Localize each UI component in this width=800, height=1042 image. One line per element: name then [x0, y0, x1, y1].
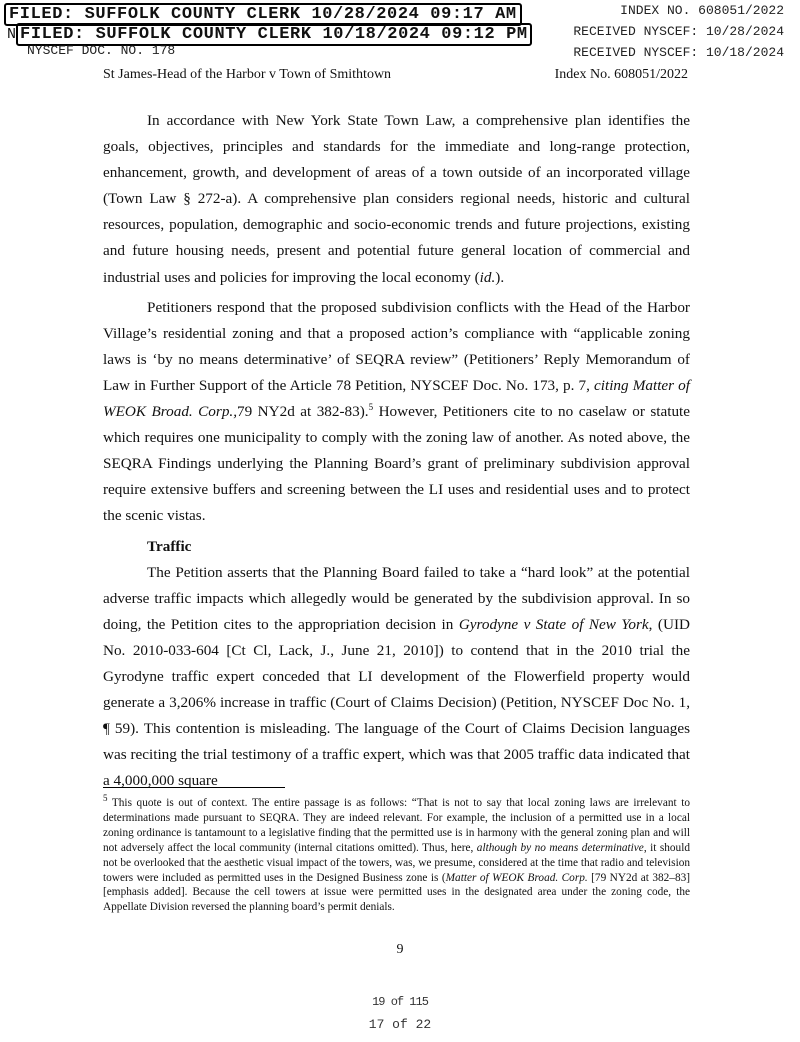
page-of-total: 17 of 22	[368, 1017, 432, 1032]
nyscef-doc-number: NYSCEF DOC. NO. 178	[27, 43, 176, 58]
doc-prefix: N	[7, 26, 17, 43]
case-title: St James-Head of the Harbor v Town of Smithtown	[103, 67, 392, 82]
filing-stamp-prior-text: FILED: SUFFOLK COUNTY CLERK 10/18/2024 09:12 PM	[16, 23, 532, 46]
footnote-marker: 5	[103, 793, 108, 804]
filing-stamp-current: FILED: SUFFOLK COUNTY CLERK 10/28/2024 09:17 AM	[4, 3, 522, 26]
citation-gyrodyne: Gyrodyne v State of New York	[458, 615, 649, 633]
received-stamp-overlap: RECEIVED NYSCEF: 10/28/2024	[573, 24, 784, 39]
citation-id: id.	[479, 268, 496, 286]
opinion-body	[103, 108, 690, 798]
case-index-number: Index No. 608051/2022	[554, 67, 688, 82]
citation-weok: citing Matter of WEOK Broad. Corp.,	[103, 376, 690, 421]
page-number: 9	[396, 942, 404, 957]
received-stamp: RECEIVED NYSCEF: 10/18/2024	[573, 45, 784, 60]
footnote-divider	[103, 787, 285, 788]
index-number-stamp: INDEX NO. 608051/2022	[620, 3, 784, 18]
paragraph-comprehensive-plan: In accordance with New York State Town Law, a comprehensive plan identifies the goals, objectives, principles and standards for the immediate and long-range protection, enhancement, growth, and development of areas of a town outside of an incorporated village (Town Law § 272-a). A comprehensive plan considers regional needs, historic and cultural resources, population, demographic and socio-economic trends and future projections, existing and future housing needs, present and potential future general location of commercial and industrial uses and policies for improving the local economy (id.).	[103, 112, 690, 286]
footnote-5: $^5$ This quote is out of context. The entire passage is as follows: “That is not to say that local zoning laws are irrelevant to determinations made pursuant to SEQRA. They are indeed relevant. For example, the inclusion of a permitted use in a local zoning ordinance is tantamount to a legislative finding that the permitted use is in harmony with the general zoning plan and will not adversely affect the local community (internal citations omitted). Thus, here, although by no means determinative, it should not be overlooked that the aesthetic visual impact of the towers, was, we presume, considered at the time that radio and television towers were included as permitted uses in the Designed Business zone is (Matter of WEOK Broad. Corp. [79 NY2d at 382–83] [emphasis added]. Because the cell towers at issue were permitted uses in the designated area under the zoning code, the Appellate Division reversed the planning board’s permit denials.	[103, 793, 690, 914]
paragraph-petitioners-respond: Petitioners respond that the proposed subdivision conflicts with the Head of the Harbor Village’s residential zoning and that a proposed action’s compliance with “applicable zoning laws is ‘by no means determinative’ of SEQRA review” (Petitioners’ Reply Memorandum of Law in Further Support of the Article 78 Petition, NYSCEF Doc. No. 173, p. 7, citing Matter of WEOK Broad. Corp.,79 NY2d at 382-83).$^5$ However, Petitioners cite to no caselaw or statute which requires one municipality to comply with the zoning law of another. As noted above, the SEQRA Findings underlying the Planning Board’s grant of preliminary subdivision approval require extensive buffers and screening between the LI uses and residential uses and to protect the scenic vistas.	[103, 298, 691, 525]
paragraph-traffic: The Petition asserts that the Planning Board failed to take a “hard look” at the potential adverse traffic impacts which allegedly would be generated by the subdivision approval. In so doing, the Petition cites to the appropriation decision in Gyrodyne v State of New York, (UID No. 2010-033-604 [Ct Cl, Lack, J., June 21, 2010]) to contend that in the 2010 trial the Gyrodyne traffic expert conceded that LI development of the Flowerfield property would generate a 3,206% increase in traffic (Court of Claims Decision) (Petition, NYSCEF Doc No. 1, ¶ 59). This contention is misleading. The language of the Court of Claims Decision languages was reciting the trial testimony of a traffic expert, which was that 2005 traffic data indicated that a 4,000,000 square	[103, 563, 690, 790]
footnote-reference[interactable]: 5	[368, 401, 374, 412]
stamp-page-count: 19 of 115	[372, 995, 428, 1009]
filing-stamp-prior	[4, 25, 535, 44]
section-heading-traffic: Traffic	[147, 537, 192, 555]
